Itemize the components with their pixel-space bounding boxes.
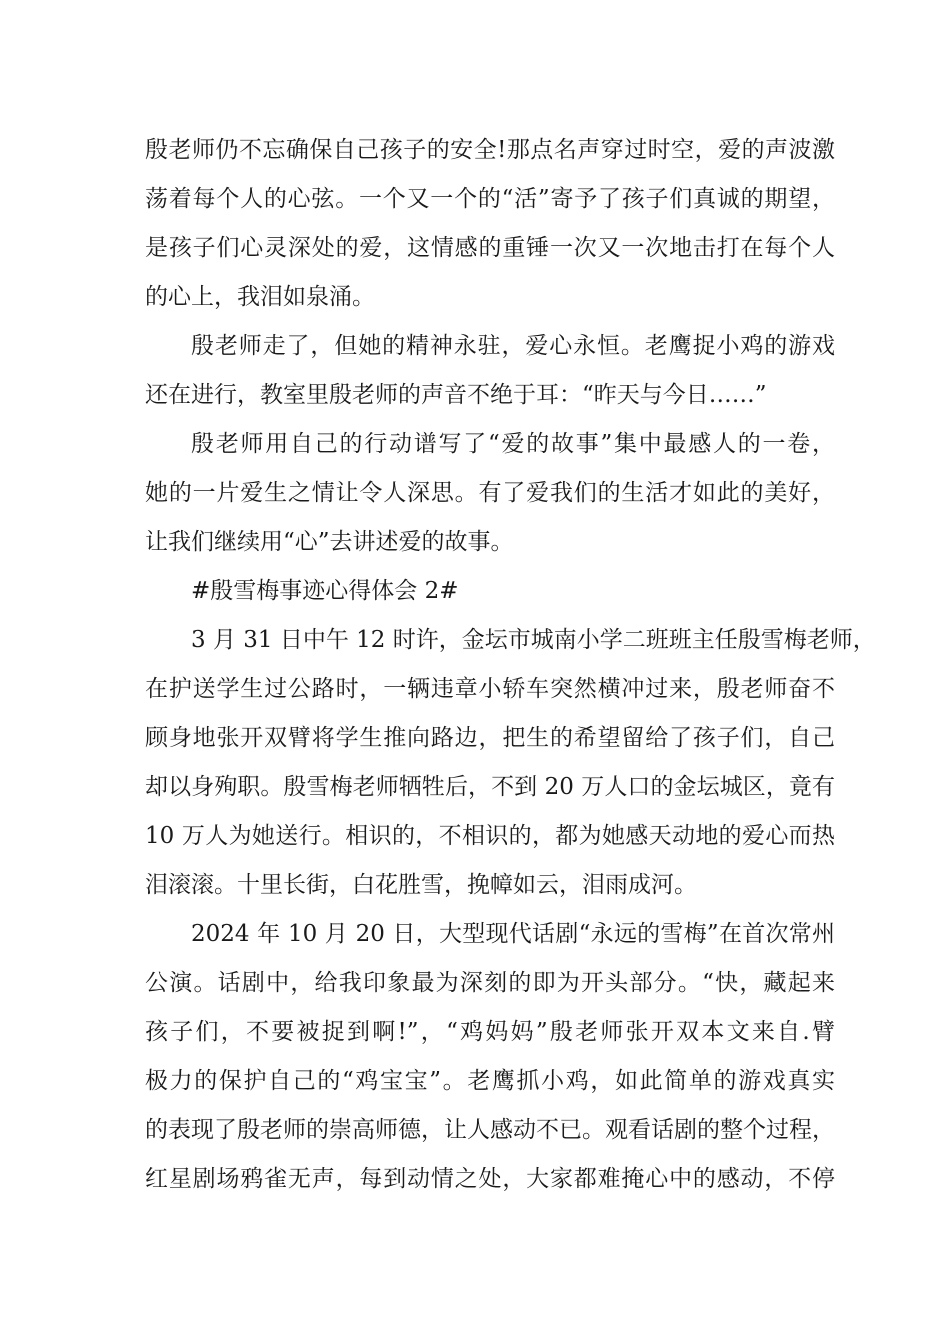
text-line: 泪滚滚。十里长街，白花胜雪，挽幛如云，泪雨成河。 xyxy=(145,872,697,898)
text-line: 是孩子们心灵深处的爱，这情感的重锤一次又一次地击打在每个人 xyxy=(145,235,835,261)
text-line: 殷老师仍不忘确保自己孩子的安全!那点名声穿过时空，爱的声波激 xyxy=(145,137,835,163)
text-line: 2024 年 10 月 20 日，大型现代话剧“永远的雪梅”在首次常州 xyxy=(191,921,835,947)
text-line: 孩子们，不要被捉到啊!”，“鸡妈妈”殷老师张开双本文来自.臂 xyxy=(145,1019,835,1045)
text-line: 却以身殉职。殷雪梅老师牺牲后，不到 20 万人口的金坛城区，竟有 xyxy=(145,774,835,800)
article-body xyxy=(145,126,876,1204)
text-line: 她的一片爱生之情让令人深思。有了爱我们的生活才如此的美好， xyxy=(145,480,835,506)
text-line: 红星剧场鸦雀无声，每到动情之处，大家都难掩心中的感动，不停 xyxy=(145,1166,835,1192)
text-line: 3 月 31 日中午 12 时许，金坛市城南小学二班班主任殷雪梅老师， xyxy=(191,627,876,653)
text-line: 还在进行，教室里殷老师的声音不绝于耳：“昨天与今日……” xyxy=(145,382,767,408)
text-line: 在护送学生过公路时，一辆违章小轿车突然横冲过来，殷老师奋不 xyxy=(145,676,835,702)
text-line: 的表现了殷老师的崇高师德，让人感动不已。观看话剧的整个过程， xyxy=(145,1117,835,1143)
text-line: 让我们继续用“心”去讲述爱的故事。 xyxy=(145,529,514,555)
text-line: 殷老师走了，但她的精神永驻，爱心永恒。老鹰捉小鸡的游戏 xyxy=(191,333,835,359)
text-line: 10 万人为她送行。相识的，不相识的，都为她感天动地的爱心而热 xyxy=(145,823,835,849)
text-line: 的心上，我泪如泉涌。 xyxy=(145,284,375,310)
text-line: 公演。话剧中，给我印象最为深刻的即为开头部分。“快，藏起来 xyxy=(145,970,835,996)
text-line: 殷老师用自己的行动谱写了“爱的故事”集中最感人的一卷， xyxy=(191,431,835,457)
section-heading: #殷雪梅事迹心得体会 2# xyxy=(191,578,459,604)
text-line: 极力的保护自己的“鸡宝宝”。老鹰抓小鸡，如此简单的游戏真实 xyxy=(145,1068,835,1094)
text-line: 顾身地张开双臂将学生推向路边，把生的希望留给了孩子们，自己 xyxy=(145,725,835,751)
text-line: 荡着每个人的心弦。一个又一个的“活”寄予了孩子们真诚的期望， xyxy=(145,186,835,212)
